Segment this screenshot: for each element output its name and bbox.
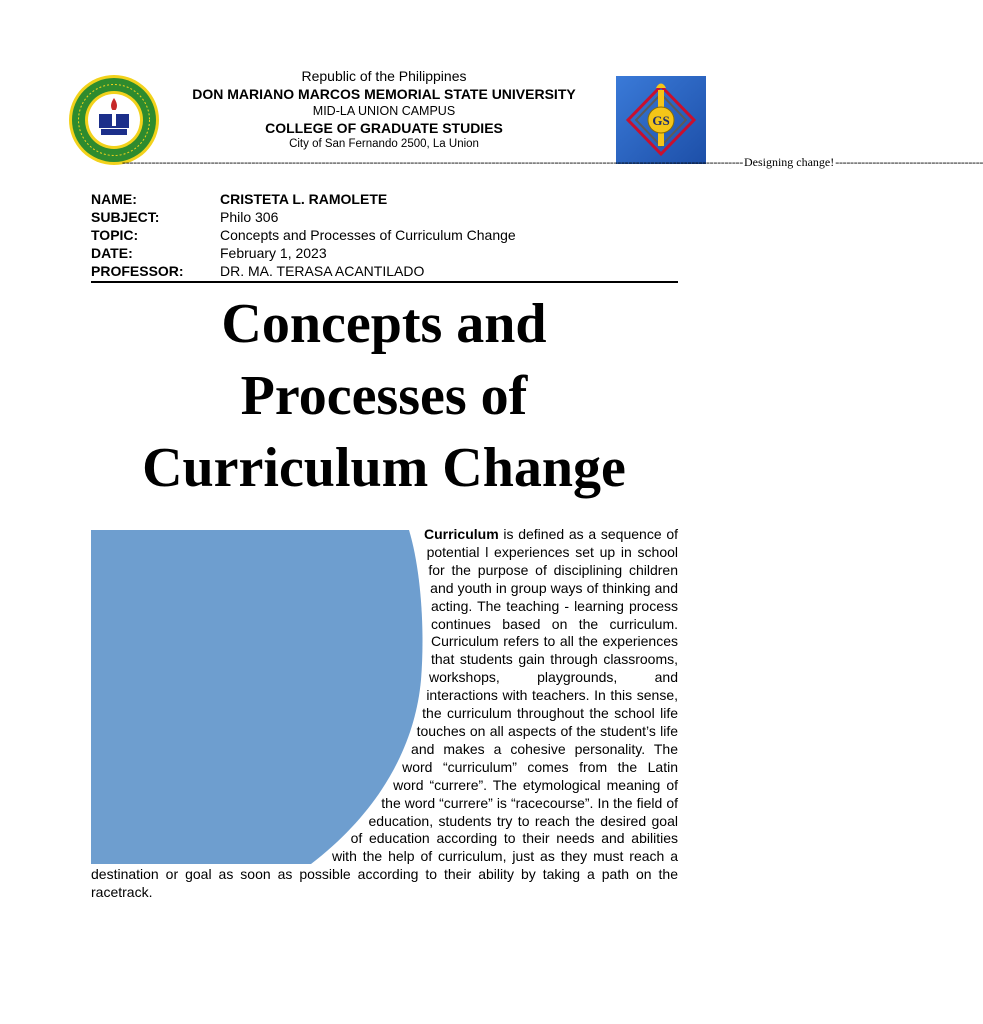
title-line: Processes of [240,365,528,427]
graduate-studies-logo-icon [616,76,706,164]
tagline-divider [122,155,983,170]
info-row-subject [91,208,678,226]
title-line: Curriculum Change [142,437,626,499]
info-key: NAME: [91,191,137,207]
info-value-name: CRISTETA L. RAMOLETE [220,191,388,207]
document-title [60,288,708,504]
info-row-topic [91,226,678,244]
city-address: City of San Fernando 2500, La Union [289,138,479,150]
divider-rule [91,281,678,283]
info-row-professor [91,262,678,280]
info-key: DATE: [91,245,133,261]
info-value-subject: Philo 306 [220,209,279,225]
dashed-rule-right: ---------------------------------------- [835,155,983,169]
republic-header: Republic of the Philippines [301,68,467,84]
dashed-rule-left: ------------------------------------------------------------------------------------------------------------------------------------------------------------------------ [122,155,743,169]
student-info-table [91,190,678,280]
info-key: SUBJECT: [91,209,160,225]
tagline: Designing change! [743,155,835,169]
info-value-professor: DR. MA. TERASA ACANTILADO [220,263,425,279]
body-paragraph [91,526,678,902]
svg-text:GS: GS [652,113,670,128]
title-line: Concepts and [221,293,547,355]
university-seal-icon [68,74,160,166]
text-wrap-spacer [91,526,431,860]
college-name: COLLEGE OF GRADUATE STUDIES [265,120,503,136]
body-lead-term: Curriculum [423,526,499,542]
campus-name: MID-LA UNION CAMPUS [312,104,456,118]
info-row-name [91,190,678,208]
info-key: TOPIC: [91,227,139,243]
body-text: is defined as a sequence of potential l experiences set up in school for the purpose of disciplining children and youth in group ways of thinking and acting. The teaching - learning process continues based on the curriculum. Curriculum refers to all the experiences that students gain through classrooms, workshops, playgrounds, and interactions with teachers. In this sense, the curriculum throughout the school life touches on all aspects of the student’s life and makes a cohesive personality. The word “curriculum” comes from the Latin word “currere”. The etymological meaning of the word “currere” is “racecourse”. In the field of education, students try to reach the desired goal of education according to their needs and abilities with the help of curriculum, just as they must reach a destination or goal as soon as possible according to their ability by taking a path on the racetrack. [91,526,678,901]
info-value-topic: Concepts and Processes of Curriculum Change [220,227,516,243]
info-key: PROFESSOR: [91,263,184,279]
info-row-date [91,244,678,262]
university-name: DON MARIANO MARCOS MEMORIAL STATE UNIVERSITY [192,86,576,102]
info-value-date: February 1, 2023 [220,245,327,261]
